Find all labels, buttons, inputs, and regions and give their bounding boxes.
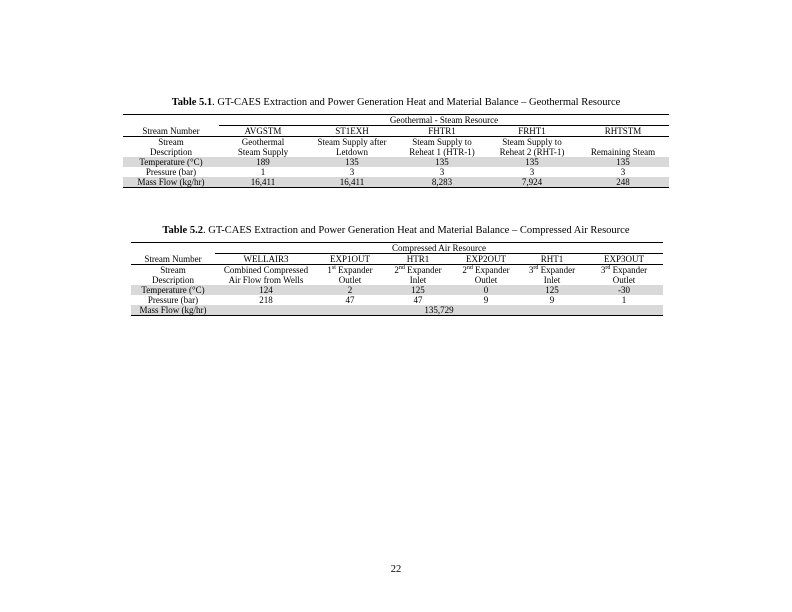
row-label-mass-flow: Mass Flow (kg/hr) [123,177,219,188]
cell-desc: Inlet [409,275,427,285]
row-label-mass-flow: Mass Flow (kg/hr) [131,305,215,316]
temperature-row [123,157,669,167]
table-5-2 [131,242,663,316]
description-row-2 [131,275,663,285]
row-label-stream-number: Stream Number [123,126,219,137]
mass-flow-row [131,305,663,316]
cell-number: AVGSTM [219,126,307,137]
cell-number: RHTSTM [577,126,669,137]
cell-desc: 2nd Expander [462,265,510,275]
cell-pressure: 1 [621,295,627,305]
cell-desc: Steam Supply to [412,137,472,147]
cell-temp: 135 [397,157,487,167]
row-label-description-1: Stream [160,265,186,275]
cell-desc: Geothermal [241,137,285,147]
cell-temp: 0 [453,285,519,295]
cell-number: ST1EXH [307,126,397,137]
cell-desc [577,137,669,148]
cell-flow: 7,924 [487,177,577,188]
page-number: 22 [390,564,402,575]
temperature-row [131,285,663,295]
cell-pressure: 3 [529,167,535,177]
cell-temp: 135 [487,157,577,167]
cell-temp: 189 [219,157,307,167]
cell-desc: Outlet [474,275,498,285]
group-header-row [123,115,669,126]
cell-temp: 124 [215,285,317,295]
cell-flow: 8,283 [397,177,487,188]
table-5-2-label: Table 5.2 [162,225,203,236]
table-5-1-title: . GT-CAES Extraction and Power Generation Heat and Material Balance – Geothermal Resource [212,97,621,108]
cell-pressure: 9 [483,295,489,305]
cell-number: FRHT1 [487,126,577,137]
cell-pressure: 3 [349,167,355,177]
cell-desc: Outlet [612,275,636,285]
pressure-row [131,295,663,305]
cell-temp: 2 [317,285,383,295]
cell-number: WELLAIR3 [215,254,317,265]
description-row-1 [131,265,663,276]
cell-desc: 3rd Expander [600,265,648,275]
cell-flow: 135,729 [215,305,663,316]
table-5-1-caption [0,97,792,108]
mass-flow-row [123,177,669,188]
stream-number-row [131,254,663,265]
cell-temp: -30 [585,285,663,295]
description-row-1 [123,137,669,148]
row-label-temperature: Temperature (°C) [131,285,215,295]
cell-pressure: 47 [413,295,423,305]
cell-number: HTR1 [383,254,453,265]
cell-temp: 135 [577,157,669,167]
table-5-2-title: . GT-CAES Extraction and Power Generation Heat and Material Balance – Compressed Air Resource [202,225,630,236]
cell-pressure: 47 [345,295,355,305]
stream-number-row [123,126,669,137]
row-label-description-1: Stream [158,137,184,147]
cell-desc: Steam Supply to [502,137,562,147]
cell-flow: 248 [577,177,669,188]
cell-desc: Remaining Steam [590,147,656,157]
description-row-2 [123,147,669,157]
cell-desc: Steam Supply [237,147,289,157]
cell-pressure: 218 [259,295,273,305]
group-header: Compressed Air Resource [215,243,663,254]
cell-desc: Reheat 2 (RHT-1) [499,147,565,157]
cell-number: FHTR1 [397,126,487,137]
cell-desc: Outlet [338,275,362,285]
row-label-pressure: Pressure (bar) [147,295,199,305]
table-5-2-caption [0,225,792,236]
group-header-row [131,243,663,254]
row-label-temperature: Temperature (°C) [123,157,219,167]
table-5-1 [123,114,669,188]
group-header: Geothermal - Steam Resource [219,115,669,126]
cell-pressure: 1 [260,167,266,177]
cell-pressure: 3 [439,167,445,177]
cell-temp: 125 [519,285,585,295]
cell-flow: 16,411 [307,177,397,188]
cell-desc: Steam Supply after [317,137,387,147]
cell-number: EXP2OUT [453,254,519,265]
cell-pressure: 9 [549,295,555,305]
cell-number: EXP3OUT [585,254,663,265]
pressure-row [123,167,669,177]
cell-flow: 16,411 [219,177,307,188]
cell-temp: 135 [307,157,397,167]
cell-desc: Combined Compressed [223,265,309,275]
row-label-description-2: Description [152,275,194,285]
cell-desc: Air Flow from Wells [228,275,304,285]
cell-desc: Letdown [336,147,368,157]
cell-temp: 125 [383,285,453,295]
row-label-pressure: Pressure (bar) [145,167,197,177]
cell-desc: Inlet [543,275,561,285]
row-label-description-2: Description [150,147,192,157]
cell-number: EXP1OUT [317,254,383,265]
cell-desc: Reheat 1 (HTR-1) [409,147,475,157]
cell-pressure: 3 [620,167,626,177]
cell-number: RHT1 [519,254,585,265]
cell-desc: 2nd Expander [394,265,442,275]
cell-desc: 3rd Expander [528,265,576,275]
cell-desc: 1st Expander [327,265,373,275]
row-label-stream-number: Stream Number [131,254,215,265]
table-5-1-label: Table 5.1 [171,97,213,108]
